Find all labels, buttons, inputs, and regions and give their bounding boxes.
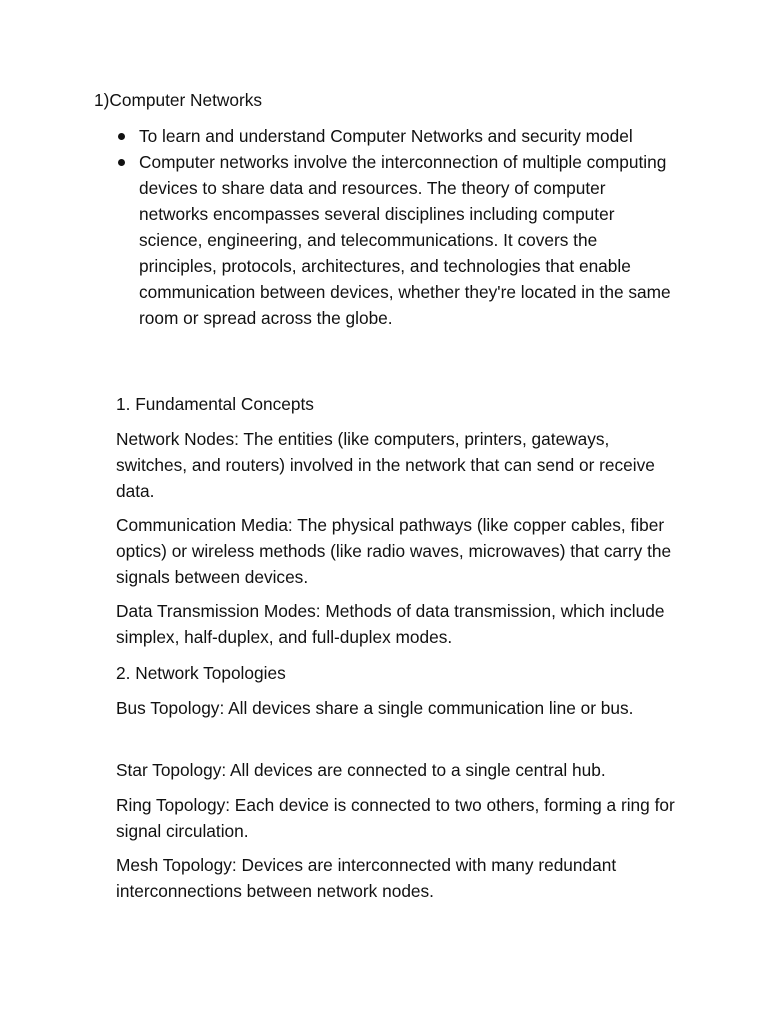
bullet-text: To learn and understand Computer Networks and security model <box>139 126 633 146</box>
bullet-item <box>139 123 679 149</box>
paragraph: Data Transmission Modes: Methods of data transmission, which include simplex, half-duplex, and full-duplex modes. <box>116 601 665 647</box>
section-heading: 2. Network Topologies <box>116 663 286 683</box>
bullet-icon <box>118 133 125 140</box>
bullet-text: Computer networks involve the interconnection of multiple computing devices to share data and resources. The theory of computer networks encompasses several disciplines including computer science, engineering, and telecommunications. It covers the principles, protocols, architectures, and technologies that enable communication between devices, whether they're located in the same room or spread across the globe. <box>139 152 671 328</box>
paragraph: Mesh Topology: Devices are interconnected with many redundant interconnections between network nodes. <box>116 855 617 901</box>
bullet-item <box>139 149 679 331</box>
intro-bullet-list <box>139 123 679 331</box>
document-title: 1)Computer Networks <box>94 90 263 110</box>
section-heading: 1. Fundamental Concepts <box>116 394 314 414</box>
bullet-icon <box>118 159 125 166</box>
paragraph: Bus Topology: All devices share a single communication line or bus. <box>116 698 634 718</box>
paragraph: Communication Media: The physical pathways (like copper cables, fiber optics) or wireless methods (like radio waves, microwaves) that carry the signals between devices. <box>116 515 672 587</box>
paragraph: Network Nodes: The entities (like computers, printers, gateways, switches, and routers) involved in the network that can send or receive data. <box>116 429 655 501</box>
paragraph: Star Topology: All devices are connected to a single central hub. <box>116 760 606 780</box>
paragraph: Ring Topology: Each device is connected to two others, forming a ring for signal circulation. <box>116 795 675 841</box>
